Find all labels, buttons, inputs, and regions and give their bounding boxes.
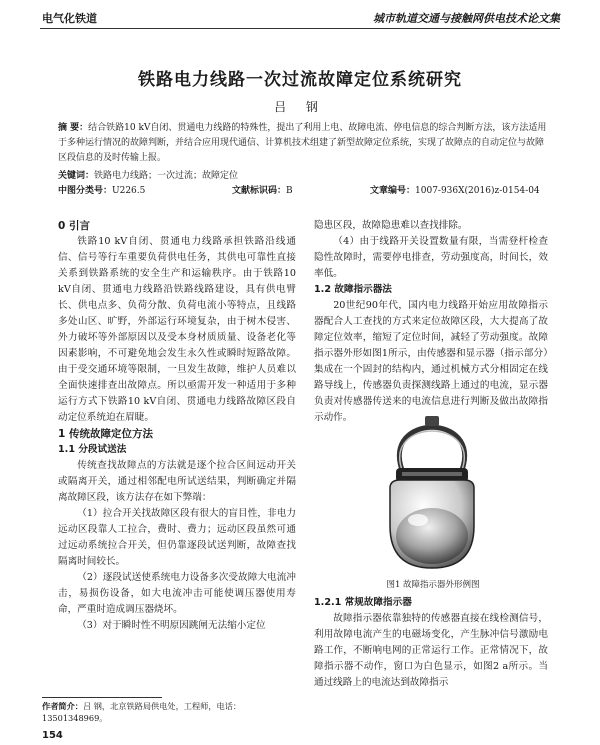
running-header-right: 城市轨道交通与接触网供电技术论文集 bbox=[373, 12, 560, 25]
art-value: 1007-936X(2016)z-0154-04 bbox=[415, 186, 540, 196]
fault-indicator-figure bbox=[372, 408, 492, 573]
doc-value: B bbox=[286, 186, 293, 196]
doc-label: 文献标识码： bbox=[232, 186, 287, 196]
clamp-ring bbox=[399, 427, 464, 470]
clamp-head bbox=[425, 416, 439, 426]
paragraph: 铁路10 kV自闭、贯通电力线路承担铁路沿线通信、信号等行车重要负荷供电任务，其供电可靠性直接关系到铁路系统的安全生产和运输秩序。由于铁路10 kV自闭、贯通电力线路沿铁路线路建设，具有供电臂长、供电点多、负荷分散、负荷电流小等特点，且线路多处山区、旷野，外部运行环境复杂，由于树木侵害、外力破坏等外部原因以及受本身材质质量、设备老化等因素影响，不可避免地会发生永久性或瞬时短路故障。由于受交通环境等限制，一旦发生故障，维护人员难以全面快速排查出故障点。所以亟需开发一种适用于多种运行方式下铁路10 kV自闭、贯通电力线路故障区段自动定位系统迫在眉睫。 bbox=[58, 236, 296, 423]
footnote-rule bbox=[42, 697, 162, 698]
paragraph: （1）拉合开关找故障区段有很大的盲目性，非电力远动区段靠人工拉合，费时、费力；远动区段虽然可通过远动系统拉合开关，但仍靠逐段试送判断，故障查找隔离时间较长。 bbox=[58, 508, 296, 567]
clc-value: U226.5 bbox=[112, 186, 146, 196]
art-label: 文章编号： bbox=[370, 186, 416, 196]
abstract-text: 结合铁路10 kV自闭、贯通电力线路的特殊性，提出了利用上电、故障电流、停电信息的综合判断方法，该方法适用于多种运行情况的故障判断，并结合应用现代通信、计算机技术组建了新型故障定位系统，实现了故障点的自动定位与故障区段信息的及时传输上报。 bbox=[58, 123, 547, 163]
display-window bbox=[396, 508, 468, 564]
abstract bbox=[58, 121, 548, 166]
subsection-heading-trial: 1.1 分段试送法 bbox=[58, 444, 127, 455]
keywords-text: 铁路电力线路；一次过流；故障定位 bbox=[94, 171, 239, 181]
figure-caption: 图1 故障指示器外形例图 bbox=[386, 580, 480, 590]
doc-code bbox=[232, 183, 293, 196]
abstract-label: 摘 要： bbox=[58, 123, 89, 133]
paragraph: 故障指示器依靠独特的传感器直接在线检测信号，利用故障电流产生的电磁场变化，产生脉冲信号激励电路工作，不断响电网的正常运行工作。正常情况下，故障指示器不动作，窗口为白色显示，如图2 a所示。当通过线路上的电流达到故障指示 bbox=[314, 613, 548, 688]
clc-number bbox=[58, 183, 145, 196]
paragraph: （4）由于线路开关设置数量有限，当需登杆检查隐性故障时，需要停电排查，劳动强度高，时间长，效率低。 bbox=[314, 236, 548, 279]
footnote-text: 吕 钢，北京铁路局供电处，工程师，电话：13501348969。 bbox=[42, 701, 242, 723]
paragraph: （3）对于瞬时性不明原因跳闸无法缩小定位 bbox=[77, 620, 266, 631]
right-column-top bbox=[314, 218, 548, 426]
author-footnote bbox=[42, 700, 292, 724]
section-heading-introduction: 0 引言 bbox=[58, 220, 90, 232]
footnote-label: 作者简介： bbox=[42, 701, 83, 711]
subsection-heading-conventional: 1.2.1 常规故障指示器 bbox=[314, 597, 412, 608]
paragraph: （2）逐段试送使系统电力设备多次受故障大电流冲击，易损伤设备，如大电流冲击可能使调压器使用寿命，严重时造成调压器烧坏。 bbox=[58, 572, 296, 615]
subsection-heading-indicator: 1.2 故障指示器法 bbox=[314, 284, 392, 295]
paragraph: 隐患区段，故障隐患难以查找排除。 bbox=[314, 220, 468, 231]
left-column bbox=[58, 218, 296, 634]
author-name: 吕 钢 bbox=[274, 100, 326, 114]
running-header-left: 电气化铁道 bbox=[42, 12, 97, 25]
article-number bbox=[370, 183, 540, 196]
keywords bbox=[58, 168, 238, 181]
paragraph: 20世纪90年代，国内电力线路开始应用故障指示器配合人工查找的方式来定位故障区段，大大提高了故障定位效率，缩短了定位时间，减轻了劳动强度。故障指示器外形如图1所示，由传感器和显示器（指示部分）集成在一个固封的结构内，通过机械方式分相固定在线路导线上，传感器负责探测线路上通过的电流，显示器负责对传感器传送来的电流信息进行判断及做出故障指示动作。 bbox=[314, 300, 548, 423]
clc-label: 中图分类号： bbox=[58, 186, 113, 196]
keywords-label: 关键词： bbox=[58, 171, 95, 181]
paper-title: 铁路电力线路一次过流故障定位系统研究 bbox=[138, 70, 462, 90]
section-heading-traditional: 1 传统故障定位方法 bbox=[58, 428, 153, 440]
header-rule bbox=[40, 28, 560, 29]
paragraph: 传统查找故障点的方法就是逐个拉合区间远动开关或隔离开关，通过相邻配电所试送结果，判断确定并隔离故障区段，该方法存在如下弊端： bbox=[58, 460, 296, 503]
page-number: 154 bbox=[42, 730, 63, 741]
right-column-bottom bbox=[314, 595, 548, 691]
